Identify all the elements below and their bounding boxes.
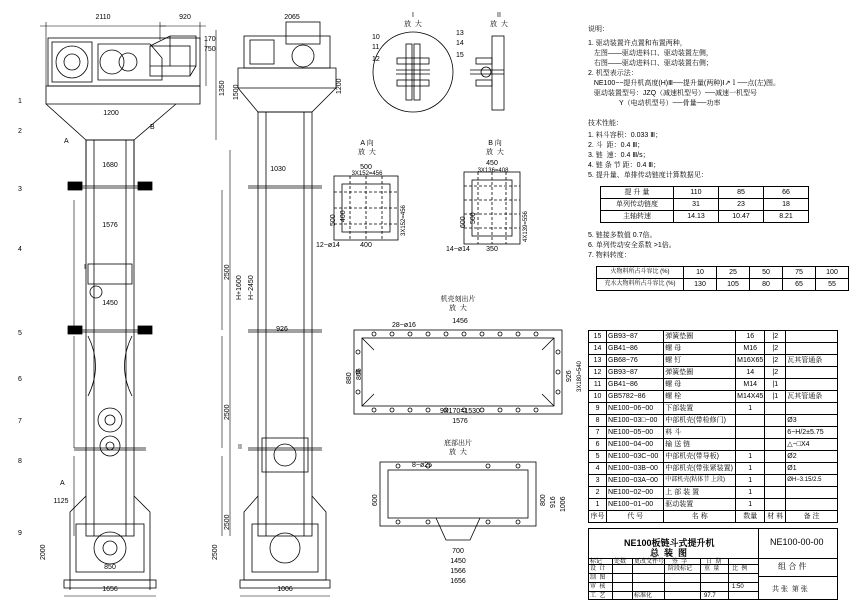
view-top-title: 机壳刻出片 xyxy=(440,296,476,303)
part-note xyxy=(786,379,838,391)
part-code: GB5782−86 xyxy=(607,391,664,403)
dim-2110: 2110 xyxy=(95,14,111,21)
part-code: NE100−05−00 xyxy=(607,427,664,439)
dim-2500-a: 2500 xyxy=(224,264,231,280)
table-header-row xyxy=(589,511,838,523)
view-top-h-alt: 3X180=540 xyxy=(577,361,583,392)
view-B-w2: 350 xyxy=(486,246,498,253)
tech-r0c1: 110 xyxy=(674,187,719,199)
notes-line-0: 1. 驱动装置许点置和布置两种， xyxy=(588,40,687,47)
dim-2000: 2000 xyxy=(40,544,47,560)
tb-r1c4: 日 期 xyxy=(706,559,722,565)
detail-I-n12: 12 xyxy=(372,56,380,63)
view-B-h: 600 xyxy=(460,216,467,228)
part-name: 驱动装置 xyxy=(664,499,736,511)
tech-r1c3: 18 xyxy=(764,199,809,211)
table-row xyxy=(589,487,838,499)
tb-mass: 97.7 xyxy=(704,593,716,599)
notes-heading: 说明： xyxy=(588,26,609,33)
table-row xyxy=(589,355,838,367)
assembly-label: 组 合 件 xyxy=(778,562,807,571)
detail-I-n10: 10 xyxy=(372,34,380,41)
balloon-9: 9 xyxy=(18,530,22,537)
part-note: 瓦其管通条 xyxy=(786,355,838,367)
dim-2065: 2065 xyxy=(284,14,300,21)
view-top-bolts: 28−ø16 xyxy=(392,322,416,329)
part-code: GB68−76 xyxy=(607,355,664,367)
mat-r1c3: 75 xyxy=(783,267,816,279)
part-note: ØH−3.15/2.5 xyxy=(786,475,838,487)
dim-1680: 1680 xyxy=(102,162,118,169)
part-note: Ø3 xyxy=(786,415,838,427)
sheet-label: 共 张 第 张 xyxy=(772,586,808,593)
table-row xyxy=(589,367,838,379)
part-code: GB93−87 xyxy=(607,367,664,379)
part-no: 3 xyxy=(589,475,607,487)
part-note: Ø2 xyxy=(786,451,838,463)
mat-r1c1: 25 xyxy=(717,267,750,279)
header-mat: 材 料 xyxy=(765,511,786,523)
dim-1006-mid: 1006 xyxy=(277,586,293,593)
mat-r2c0: 130 xyxy=(684,279,717,291)
part-no: 11 xyxy=(589,379,607,391)
part-code: NE100−02−00 xyxy=(607,487,664,499)
mat-r2c2: 80 xyxy=(750,279,783,291)
view-bottom-w1: 700 xyxy=(452,548,464,555)
header-name: 名 称 xyxy=(664,511,736,523)
part-no: 7 xyxy=(589,427,607,439)
header-qty: 数量 xyxy=(736,511,765,523)
dim-1500: 1500 xyxy=(233,84,240,100)
header-note: 备 注 xyxy=(786,511,838,523)
mat-r1c2: 50 xyxy=(750,267,783,279)
view-bottom-w2: 1450 xyxy=(450,558,466,565)
part-mat: |2 xyxy=(765,343,786,355)
tech-r2c2: 10.47 xyxy=(719,211,764,223)
part-qty xyxy=(736,427,765,439)
view-bottom-w4: 1656 xyxy=(450,578,466,585)
tb-left-3: 工 艺 xyxy=(590,593,606,599)
mat-r2c4: 55 xyxy=(816,279,849,291)
part-mat xyxy=(765,475,786,487)
part-mat: |2 xyxy=(765,331,786,343)
detail-II-n14: 14 xyxy=(456,40,464,47)
mat-r2c1: 105 xyxy=(717,279,750,291)
table-row xyxy=(589,451,838,463)
view-B-title: B 向 xyxy=(488,140,502,147)
view-A-sub: 放 大 xyxy=(358,149,376,156)
dim-1200: 1200 xyxy=(103,110,119,117)
view-bottom-h4: 1006 xyxy=(560,496,567,512)
view-bottom-bolts: 8−ø25 xyxy=(412,462,433,469)
part-name: 中部机壳(粘体节 上段) xyxy=(664,475,736,487)
part-mat xyxy=(765,403,786,415)
detail-II-n13: 13 xyxy=(456,30,464,37)
after-line-1: 6. 单列传动安全系数 >1倍。 xyxy=(588,242,676,249)
detail-I-title: I xyxy=(412,12,414,19)
part-note xyxy=(786,343,838,355)
view-B-holes: 14−ø14 xyxy=(446,246,470,253)
balloon-4: 4 xyxy=(18,246,22,253)
part-mat xyxy=(765,415,786,427)
dim-H1600: H+1600 xyxy=(236,275,243,300)
tb-r1c2: 更改文件号 xyxy=(634,559,665,565)
dim-2500-d: 2500 xyxy=(212,544,219,560)
dim-850: 850 xyxy=(104,564,116,571)
part-qty: M16X65 xyxy=(736,355,765,367)
part-no: 12 xyxy=(589,367,607,379)
tech-heading: 技术性能： xyxy=(588,120,623,127)
mat-r1c0: 10 xyxy=(684,267,717,279)
part-qty: 16 xyxy=(736,331,765,343)
view-A-holes: 12−ø14 xyxy=(316,242,340,249)
view-A-w: 500 xyxy=(360,164,372,171)
parts-table xyxy=(588,330,838,523)
tech-r0c2: 85 xyxy=(719,187,764,199)
dim-2500-b: 2500 xyxy=(224,404,231,420)
detail-I-n11: 11 xyxy=(372,44,380,51)
view-bottom-title: 底部出片 xyxy=(444,440,472,447)
tb-left-1: 制 图 xyxy=(590,575,606,581)
header-no: 序号 xyxy=(589,511,607,523)
drawing-number: NE100-00-00 xyxy=(770,537,824,547)
tech-line-4: 5. 提升量、单排传动链度计算数据见： xyxy=(588,172,708,179)
part-note: Ø1 xyxy=(786,463,838,475)
mat-r2-head: 充水大物料所占斗容比 (%) xyxy=(597,279,684,291)
part-name: 弹簧垫圈 xyxy=(664,367,736,379)
tech-r0c3: 66 xyxy=(764,187,809,199)
notes-line-6: Y（电动机型号）──骨量──功率 xyxy=(588,100,721,107)
part-no: 1 xyxy=(589,499,607,511)
tb-mid-1: 重 量 xyxy=(704,566,720,572)
tech-line-0: 1. 料斗容积：0.033 Ⅲ； xyxy=(588,132,663,139)
table-row xyxy=(589,403,838,415)
part-note xyxy=(786,487,838,499)
part-qty: 1 xyxy=(736,499,765,511)
tech-table xyxy=(600,186,809,223)
table-row xyxy=(589,343,838,355)
part-code: GB93−87 xyxy=(607,331,664,343)
part-qty: 1 xyxy=(736,403,765,415)
table-row xyxy=(589,463,838,475)
part-qty: M16 xyxy=(736,343,765,355)
section-mark-A2: A xyxy=(60,480,65,487)
view-top-w2: 1576 xyxy=(452,418,468,425)
mat-r1c4: 100 xyxy=(816,267,849,279)
tech-r1c2: 23 xyxy=(719,199,764,211)
dim-1350: 1350 xyxy=(219,80,226,96)
part-qty: 1 xyxy=(736,475,765,487)
view-top-sub: 放 大 xyxy=(449,305,467,312)
part-no: 14 xyxy=(589,343,607,355)
balloon-6: 6 xyxy=(18,376,22,383)
part-code: NE100−03□−00 xyxy=(607,415,664,427)
notes-line-4: NE100−−提升机高度(H)Ⅲ──提升量(两种)Ⅰ↗ｌ──点(左)图。 xyxy=(588,80,781,87)
table-row xyxy=(589,499,838,511)
table-row xyxy=(589,439,838,451)
part-qty: 1 xyxy=(736,487,765,499)
balloon-3: 3 xyxy=(18,186,22,193)
table-row xyxy=(589,331,838,343)
dim-170: 170 xyxy=(204,36,216,43)
tb-std-label: 标准化 xyxy=(634,593,653,599)
tb-r1c0: 标记 xyxy=(590,559,603,565)
notes-line-3: 2. 机型表示法： xyxy=(588,70,638,77)
tb-mid-0: 阶段标记 xyxy=(668,566,693,572)
tech-r1c1: 31 xyxy=(674,199,719,211)
tb-mid-2: 比 例 xyxy=(732,566,748,572)
view-top-h2: 806 xyxy=(356,368,363,380)
part-code: NE100−06−00 xyxy=(607,403,664,415)
part-name: 螺 母 xyxy=(664,379,736,391)
part-name: 螺 钉 xyxy=(664,355,736,367)
part-no: 8 xyxy=(589,415,607,427)
part-code: NE100−03A−00 xyxy=(607,475,664,487)
balloon-7: 7 xyxy=(18,418,22,425)
dim-750: 750 xyxy=(204,46,216,53)
part-no: 6 xyxy=(589,439,607,451)
tech-line-1: 2. 斗 距：0.4 Ⅲ； xyxy=(588,142,645,149)
view-A-h: 500 xyxy=(330,214,337,226)
tech-line-2: 3. 链 速：0.4 Ⅲ/s； xyxy=(588,152,650,159)
table-row xyxy=(589,415,838,427)
part-code: GB41−86 xyxy=(607,343,664,355)
part-note: 6−H/2±5.75 xyxy=(786,427,838,439)
part-note xyxy=(786,331,838,343)
tb-r1c1: 处数 xyxy=(614,559,627,565)
detail-II-title: II xyxy=(497,12,501,19)
part-name: 螺 栓 xyxy=(664,391,736,403)
part-mat xyxy=(765,439,786,451)
dim-920: 920 xyxy=(179,14,191,21)
part-note xyxy=(786,367,838,379)
view-A-a1: 3X152=456 xyxy=(351,171,383,177)
material-table xyxy=(596,266,849,291)
mat-r2c3: 65 xyxy=(783,279,816,291)
part-name: 中部机壳(带张紧装置) xyxy=(664,463,736,475)
view-B-sub: 放 大 xyxy=(486,149,504,156)
tech-line-3: 4. 链 条 节 距：0.4 Ⅲ； xyxy=(588,162,661,169)
mat-r1-head: 火物料所占斗容比 (%) xyxy=(597,267,684,279)
after-line-2: 7. 物料转度： xyxy=(588,252,631,259)
tb-left-0: 设 计 xyxy=(590,566,606,572)
balloon-2: 2 xyxy=(18,128,22,135)
view-A-a2: 3X152=456 xyxy=(401,205,407,236)
view-A-w2: 400 xyxy=(360,242,372,249)
part-code: NE100−01−00 xyxy=(607,499,664,511)
dim-2500-c: 2500 xyxy=(224,514,231,530)
part-qty xyxy=(736,415,765,427)
view-bottom-sub: 放 大 xyxy=(449,449,467,456)
part-mat xyxy=(765,427,786,439)
view-top-w1: 1456 xyxy=(452,318,468,325)
balloon-8: 8 xyxy=(18,458,22,465)
section-mark-I: I xyxy=(84,264,86,271)
view-A-title: A 向 xyxy=(360,140,374,147)
part-note: △−□X4 xyxy=(786,439,838,451)
part-mat: |2 xyxy=(765,367,786,379)
tech-r2c1: 14.13 xyxy=(674,211,719,223)
dim-1030: 1030 xyxy=(270,166,286,173)
section-mark-II: II xyxy=(238,444,242,451)
drawing-title-main: NE100板链斗式提升机 xyxy=(624,538,715,548)
part-name: 下部装置 xyxy=(664,403,736,415)
part-name: 弹簧垫圈 xyxy=(664,331,736,343)
part-qty: 1 xyxy=(736,463,765,475)
view-top-h1: 880 xyxy=(346,372,353,384)
part-no: 15 xyxy=(589,331,607,343)
part-qty: M14X45 xyxy=(736,391,765,403)
notes-line-5: 驱动装置型号：JZQ（减速机型号）──减速一机型号 xyxy=(588,90,757,97)
part-mat xyxy=(765,499,786,511)
dim-1576: 1576 xyxy=(102,222,118,229)
part-mat: |1 xyxy=(765,379,786,391)
section-mark-B: B xyxy=(150,124,155,131)
part-mat xyxy=(765,451,786,463)
part-qty: M14 xyxy=(736,379,765,391)
detail-II-sub: 放 大 xyxy=(490,21,508,28)
tech-col0: 提 升 量 xyxy=(601,187,674,199)
detail-II-n15: 15 xyxy=(456,52,464,59)
part-qty: 1 xyxy=(736,451,765,463)
dim-1656-left: 1656 xyxy=(102,586,118,593)
view-B-h2: 500 xyxy=(470,212,477,224)
tech-r1c0: 单列传动链度 xyxy=(601,199,674,211)
part-no: 13 xyxy=(589,355,607,367)
part-name: 上 部 装 置 xyxy=(664,487,736,499)
part-code: NE100−04−00 xyxy=(607,439,664,451)
tech-r2c3: 8.21 xyxy=(764,211,809,223)
table-row xyxy=(589,427,838,439)
dim-926-mid: 926 xyxy=(276,326,288,333)
header-code: 代 号 xyxy=(607,511,664,523)
part-name: 螺 母 xyxy=(664,343,736,355)
part-name: 中部机壳(带检修门) xyxy=(664,415,736,427)
detail-I-sub: 放 大 xyxy=(404,21,422,28)
table-row xyxy=(589,391,838,403)
table-row xyxy=(589,475,838,487)
view-B-w: 450 xyxy=(486,160,498,167)
view-top-pitch: 9X170=1530 xyxy=(440,408,480,415)
view-A-h2: 400 xyxy=(340,210,347,222)
balloon-1: 1 xyxy=(18,98,22,105)
notes-line-1: 左图——驱动进料口、驱动装置左侧， xyxy=(588,50,713,57)
view-bottom-h: 600 xyxy=(372,494,379,506)
tech-r2c0: 主轴转速 xyxy=(601,211,674,223)
table-row xyxy=(589,379,838,391)
part-no: 9 xyxy=(589,403,607,415)
part-qty xyxy=(736,439,765,451)
part-note: 瓦其管通条 xyxy=(786,391,838,403)
dim-1450: 1450 xyxy=(102,300,118,307)
part-code: NE100−03C−00 xyxy=(607,451,664,463)
part-mat xyxy=(765,487,786,499)
tb-r1c3: 签 字 xyxy=(672,559,688,565)
view-bottom-h3: 916 xyxy=(550,496,557,508)
part-note xyxy=(786,499,838,511)
part-name: 中部机壳(带导板) xyxy=(664,451,736,463)
part-code: NE100−03B−00 xyxy=(607,463,664,475)
part-mat xyxy=(765,463,786,475)
part-no: 2 xyxy=(589,487,607,499)
tb-scale: 1:50 xyxy=(732,584,744,590)
part-note xyxy=(786,403,838,415)
dim-H2450: H−2450 xyxy=(248,275,255,300)
part-qty: 14 xyxy=(736,367,765,379)
drawing-title-sub: 总 装 图 xyxy=(650,548,688,558)
part-name: 输 送 链 xyxy=(664,439,736,451)
tb-left-2: 审 核 xyxy=(590,584,606,590)
notes-line-2: 右图——驱动进料口、驱动装置右侧； xyxy=(588,60,713,67)
view-bottom-w3: 1566 xyxy=(450,568,466,575)
part-no: 5 xyxy=(589,451,607,463)
after-line-0: 5. 链接多数值 0.7倍。 xyxy=(588,232,657,239)
view-B-b2: 4X139=556 xyxy=(523,211,529,242)
balloon-5: 5 xyxy=(18,330,22,337)
part-mat: |2 xyxy=(765,355,786,367)
dim-1200-mid: 1200 xyxy=(336,78,343,94)
dim-1125: 1125 xyxy=(53,498,69,505)
part-name: 料 斗 xyxy=(664,427,736,439)
part-mat: |1 xyxy=(765,391,786,403)
part-code: GB41−86 xyxy=(607,379,664,391)
view-bottom-h2: 800 xyxy=(540,494,547,506)
view-top-h3: 926 xyxy=(566,370,573,382)
part-no: 10 xyxy=(589,391,607,403)
part-no: 4 xyxy=(589,463,607,475)
view-B-b1: 3X136=408 xyxy=(477,168,509,174)
section-mark-A: A xyxy=(64,138,69,145)
